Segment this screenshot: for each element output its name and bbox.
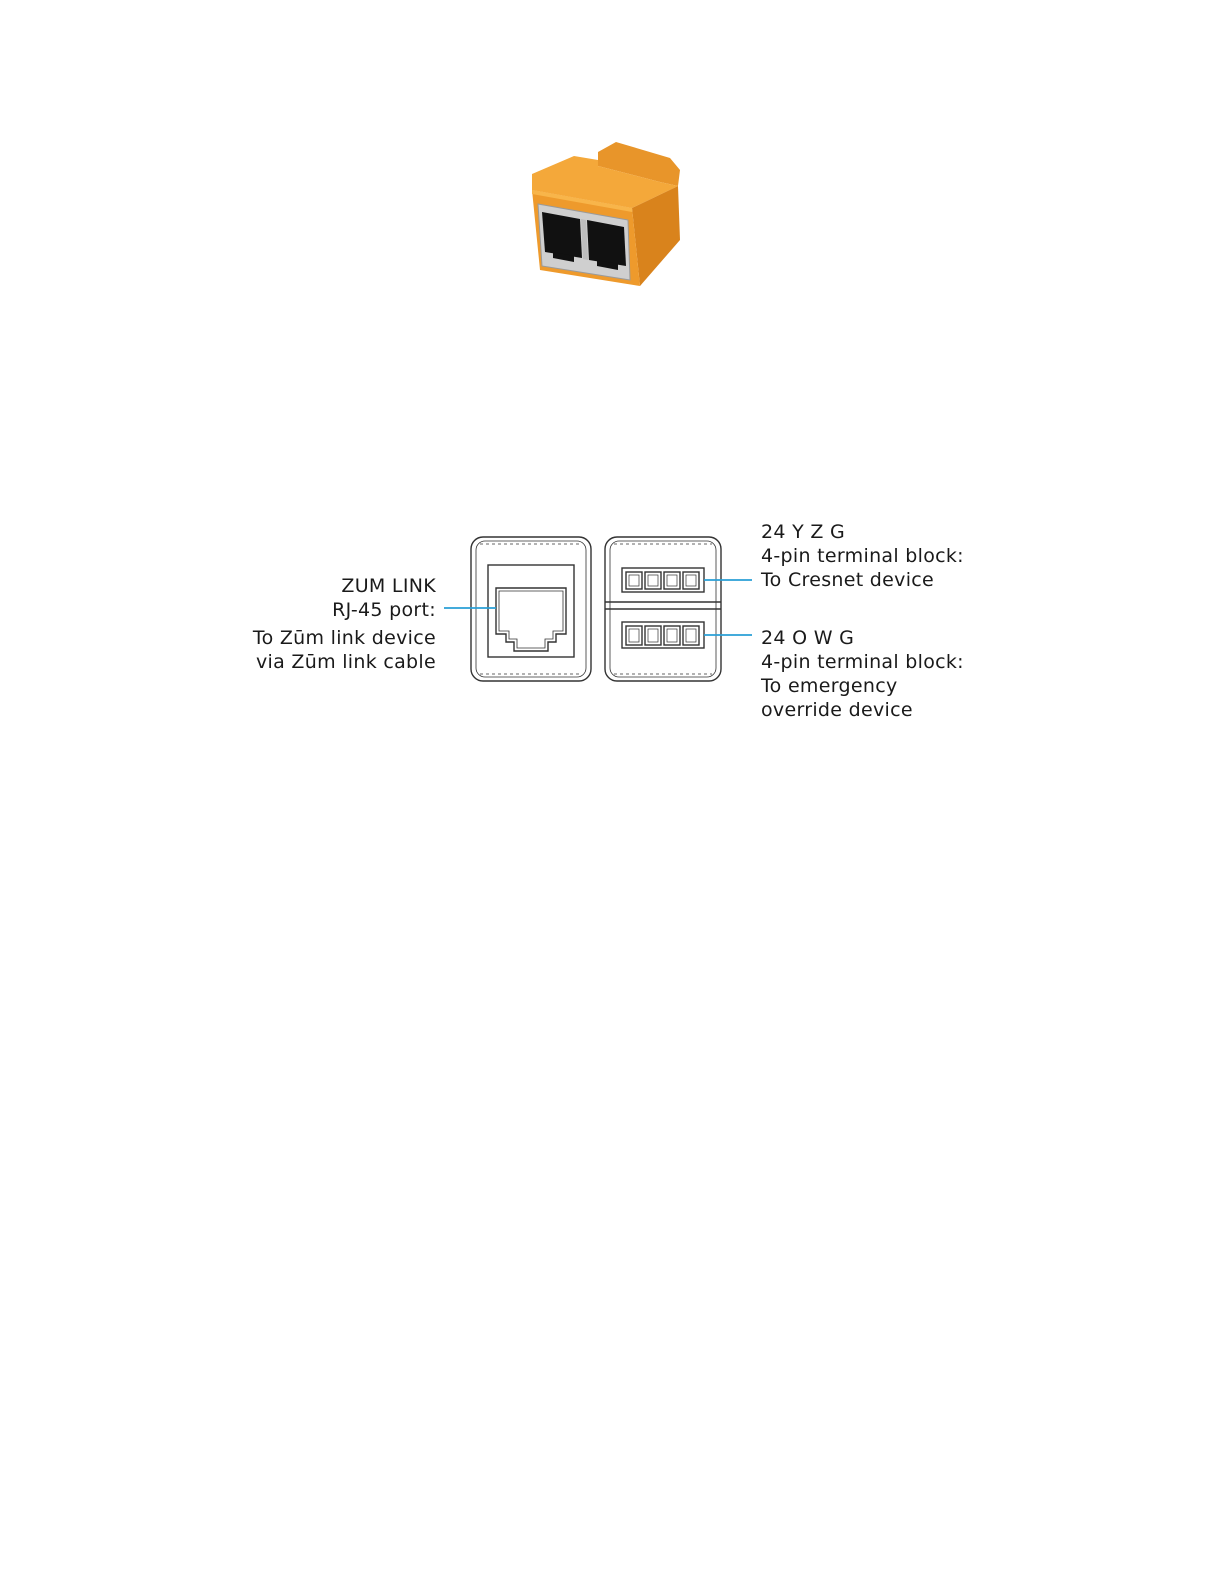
emergency-desc-line2: override device [761,699,913,721]
terminal-block-top [622,568,704,592]
zum-link-name: ZUM LINK [341,575,436,597]
terminal-block-bottom [622,622,704,648]
jack-left [542,212,582,258]
terminal-housing [605,537,721,681]
cresnet-desc-line1: To Cresnet device [761,569,935,591]
zum-link-label [332,574,436,622]
port-diagram [440,520,770,700]
product-photo [520,130,700,295]
emergency-label [761,626,964,722]
cresnet-type: 4-pin terminal block: [761,545,964,567]
emergency-type: 4-pin terminal block: [761,651,964,673]
cresnet-pins: 24 Y Z G [761,521,846,543]
jack-right [587,220,626,266]
cresnet-label [761,520,964,592]
zum-link-type: RJ-45 port: [332,599,436,621]
zum-link-desc-line2: via Zūm link cable [256,651,436,673]
zum-link-description [253,626,436,674]
zum-link-desc-line1: To Zūm link device [252,627,436,649]
emergency-pins: 24 O W G [761,627,855,649]
rj45-jack-outline [496,588,566,651]
rj45-housing [471,537,591,681]
emergency-desc-line1: To emergency [761,675,898,697]
